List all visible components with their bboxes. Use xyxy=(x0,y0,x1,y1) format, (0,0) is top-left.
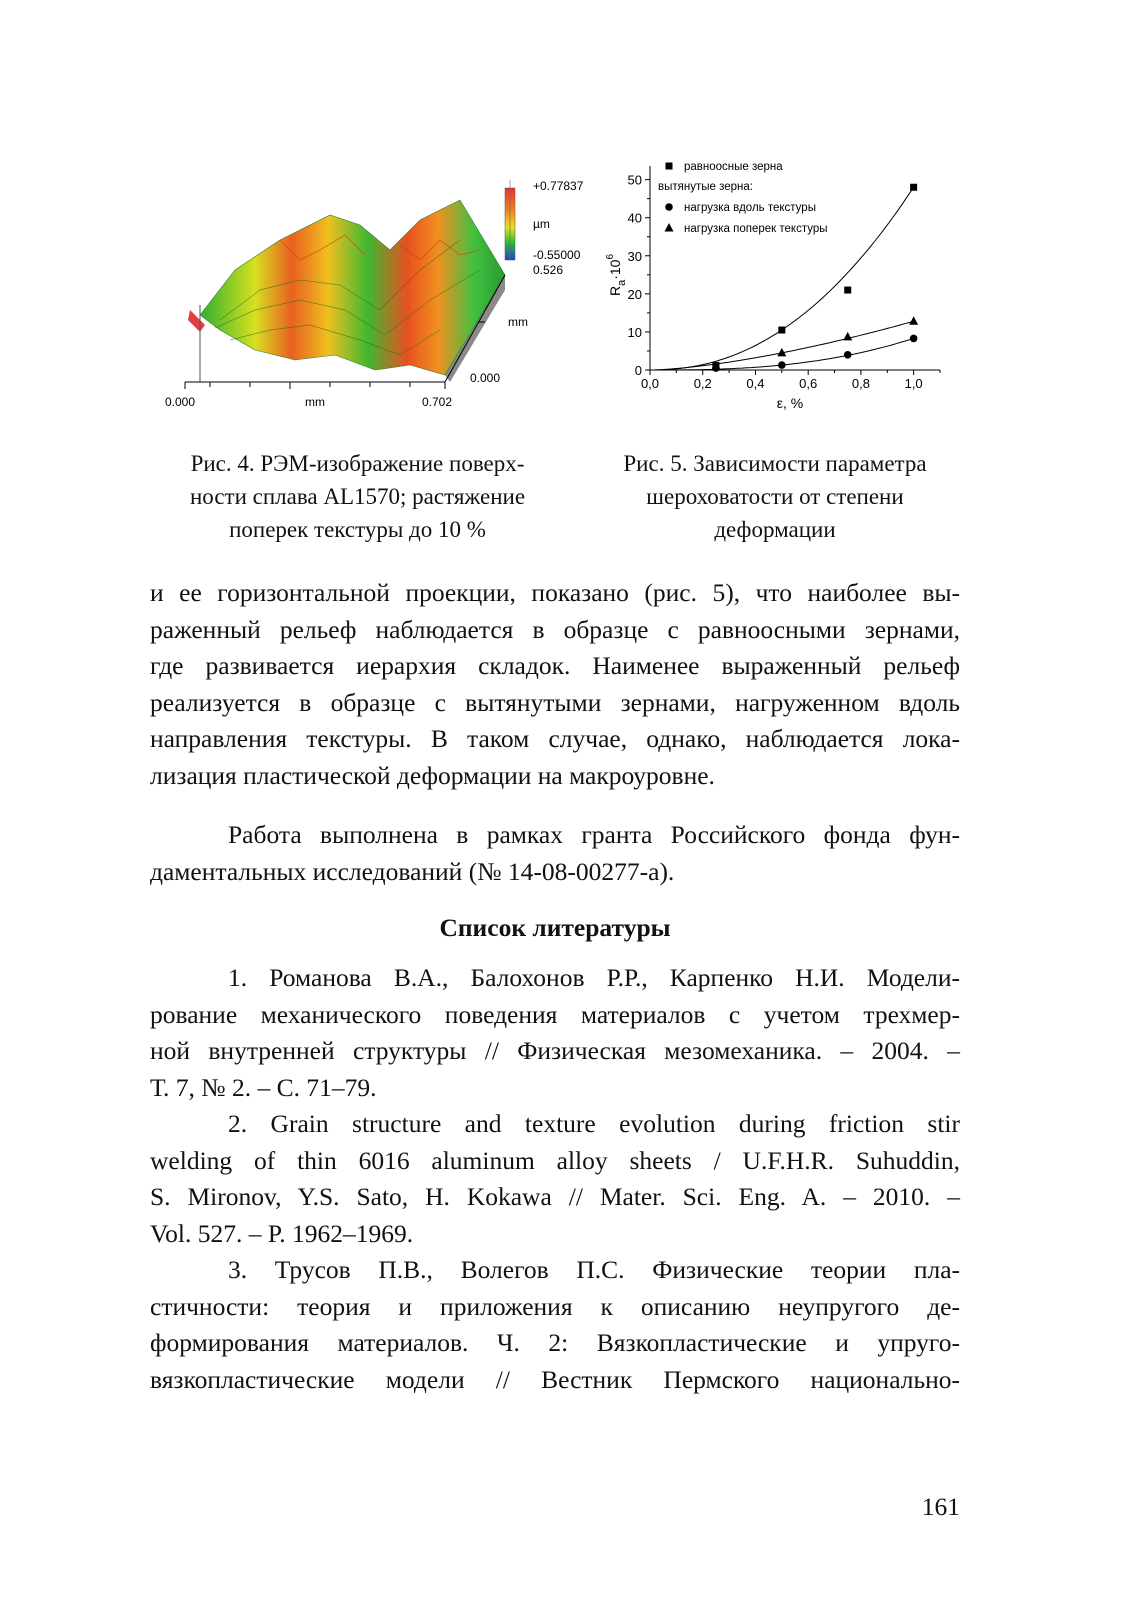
y-tick-label: 30 xyxy=(627,248,642,264)
y-tick-label: 10 xyxy=(627,324,642,340)
x-axis-unit-label: mm xyxy=(305,395,325,409)
x-tick-label: 0,6 xyxy=(799,376,818,391)
figure-5-caption: Рис. 5. Зависимости параметра шероховатости от степени деформации xyxy=(623,451,927,542)
colorbar-unit-label: µm xyxy=(533,217,550,231)
x-axis-label: ε, % xyxy=(776,395,804,411)
body-paragraph-1: и ее горизонтальной проекции, показано (рис. 5), что наиболее вы- раженный рельеф наблюдается в образце с равноосными зернами, где развивается иерархия складок. Наименее выраженный рельеф реализуется в образце с вытянутыми зернами, нагруженном вдоль направления текстуры. В таком случае, однако, наблюдается лока- лизация пластической деформации на макроуровне. xyxy=(150,578,960,790)
reference-item: 1. Романова В.А., Балохонов Р.Р., Карпенко Н.И. Модели- рование механического поведения материалов с учетом трехмер- ной внутренней структуры // Физическая мезомеханика. – 2004. – Т. 7, № 2. – С. 71–79. xyxy=(150,963,960,1102)
figure-4-caption: Рис. 4. РЭМ-изображение поверх- ности сплава AL1570; растяжение поперек текстуры до 10 % xyxy=(189,451,526,542)
x-tick-label: 1,0 xyxy=(904,376,923,391)
legend-marker-square xyxy=(666,163,673,170)
data-point-triangle xyxy=(909,316,918,325)
data-point-triangle xyxy=(843,332,852,341)
legend-label: нагрузка поперек текстуры xyxy=(684,223,828,235)
y-tick-label: 20 xyxy=(627,286,642,302)
x-tick-label: 0,4 xyxy=(746,376,765,391)
data-point-circle xyxy=(910,335,918,343)
x-tick-label: 0,0 xyxy=(640,376,660,391)
data-point-circle xyxy=(844,351,852,359)
reference-item: 2. Grain structure and texture evolution during friction stir welding of thin 6016 aluminum alloy sheets / U.F.H.R. Suhuddin, S. Mironov, Y.S. Sato, H. Kokawa // Mater. Sci. Eng. A. – 2010. – Vol. 527. – P. 1962–1969. xyxy=(150,1109,960,1248)
series-curve-square xyxy=(650,187,914,370)
depth-axis-unit-label: mm xyxy=(508,315,528,329)
legend-marker-triangle xyxy=(665,223,674,232)
y-tick-label: 40 xyxy=(627,210,642,226)
y-axis-label: $R_a\cdot 10^6$ xyxy=(605,253,628,297)
x-axis-max-label: 0.702 xyxy=(422,395,453,409)
data-point-circle xyxy=(778,361,786,369)
y-tick-label: 50 xyxy=(627,172,642,188)
colorbar-min-label: -0.55000 xyxy=(533,248,581,262)
colorbar-max-label: +0.77837 xyxy=(533,179,584,193)
x-axis-min-label: 0.000 xyxy=(165,395,196,409)
depth-axis-max-label: 0.526 xyxy=(533,263,564,277)
legend-label: равноосные зерна xyxy=(684,161,783,173)
x-tick-label: 0,2 xyxy=(693,376,712,391)
acknowledgement-paragraph: Работа выполнена в рамках гранта Российского фонда фун- даментальных исследований (№ 14-08-00277-а). xyxy=(150,820,960,886)
legend-marker-circle xyxy=(665,203,673,211)
data-point-square xyxy=(778,327,785,334)
reference-item: 3. Трусов П.В., Волегов П.С. Физические теории пла- стичности: теория и приложения к описанию неупругого де- формирования материалов. Ч. 2: Вязкопластические и упруго- вязкопластические модели // Вестник Пермского национально- xyxy=(150,1255,960,1394)
x-tick-label: 0,8 xyxy=(851,376,870,391)
data-point-square xyxy=(910,184,917,191)
references-list xyxy=(150,960,960,1398)
data-point-square xyxy=(844,287,851,294)
depth-axis-min-label: 0.000 xyxy=(470,371,501,385)
y-tick-label: 0 xyxy=(634,363,642,378)
page-number: 161 xyxy=(921,1492,960,1521)
chart-legend xyxy=(658,161,828,235)
legend-header: вытянутые зерна: xyxy=(658,181,753,193)
figure-4-surface-plot xyxy=(160,160,584,420)
chart-axes xyxy=(628,166,940,391)
references-heading: Список литературы xyxy=(439,913,671,942)
figure-5-chart xyxy=(600,152,980,432)
legend-label: нагрузка вдоль текстуры xyxy=(684,202,816,214)
surface-mesh xyxy=(200,200,505,375)
